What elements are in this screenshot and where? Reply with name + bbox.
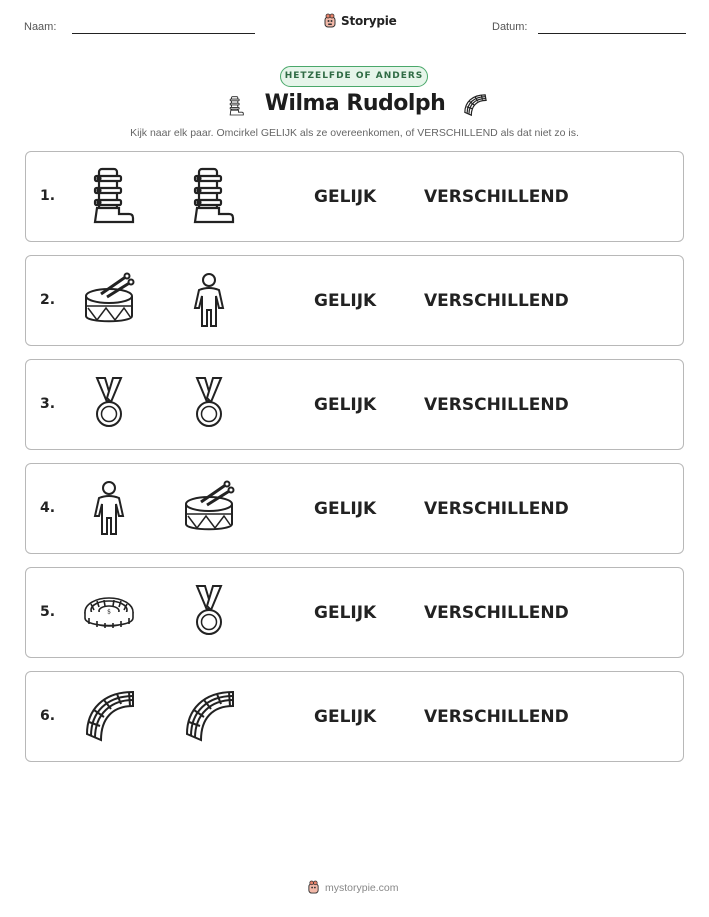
activity-badge: HETZELFDE OF ANDERS	[280, 66, 428, 87]
option-gelijk[interactable]: GELIJK	[314, 707, 377, 727]
option-gelijk[interactable]: GELIJK	[314, 187, 377, 207]
leg-brace-icon	[83, 166, 135, 226]
medal-icon	[183, 374, 235, 434]
running-track-icon	[183, 686, 235, 746]
brand-name: Storypie	[341, 14, 397, 28]
question-row	[25, 359, 684, 450]
leg-brace-icon	[226, 91, 244, 121]
question-row	[25, 567, 684, 658]
question-number: 1.	[40, 188, 56, 204]
svg-text:$: $	[107, 608, 111, 616]
footer-url: mystorypie.com	[325, 881, 399, 894]
name-label: Naam:	[24, 21, 57, 33]
medal-icon	[83, 374, 135, 434]
option-verschillend[interactable]: VERSCHILLEND	[424, 499, 569, 519]
storypie-mascot-icon	[323, 13, 337, 29]
option-gelijk[interactable]: GELIJK	[314, 291, 377, 311]
date-field[interactable]	[538, 33, 686, 34]
question-row	[25, 671, 684, 762]
question-number: 5.	[40, 604, 56, 620]
running-track-icon	[461, 93, 489, 117]
option-verschillend[interactable]: VERSCHILLEND	[424, 603, 569, 623]
page-title: Wilma Rudolph	[264, 91, 446, 116]
brand-logo	[323, 13, 397, 29]
option-gelijk[interactable]: GELIJK	[314, 395, 377, 415]
stadium-icon	[83, 582, 135, 642]
instructions: Kijk naar elk paar. Omcirkel GELIJK als ze overeenkomen, of VERSCHILLEND als dat niet zo is.	[130, 127, 579, 139]
question-number: 3.	[40, 396, 56, 412]
date-label: Datum:	[492, 21, 528, 33]
option-verschillend[interactable]: VERSCHILLEND	[424, 187, 569, 207]
person-icon	[183, 270, 235, 330]
storypie-mascot-icon	[307, 880, 320, 895]
medal-icon	[183, 582, 235, 642]
drum-icon	[183, 478, 235, 538]
question-row	[25, 463, 684, 554]
option-gelijk[interactable]: GELIJK	[314, 603, 377, 623]
person-icon	[83, 478, 135, 538]
question-number: 2.	[40, 292, 56, 308]
drum-icon	[83, 270, 135, 330]
option-verschillend[interactable]: VERSCHILLEND	[424, 707, 569, 727]
name-field[interactable]	[72, 33, 255, 34]
question-row	[25, 151, 684, 242]
question-number: 6.	[40, 708, 56, 724]
running-track-icon	[83, 686, 135, 746]
leg-brace-icon	[183, 166, 235, 226]
option-verschillend[interactable]: VERSCHILLEND	[424, 395, 569, 415]
option-gelijk[interactable]: GELIJK	[314, 499, 377, 519]
option-verschillend[interactable]: VERSCHILLEND	[424, 291, 569, 311]
question-number: 4.	[40, 500, 56, 516]
question-row	[25, 255, 684, 346]
footer	[307, 880, 399, 895]
